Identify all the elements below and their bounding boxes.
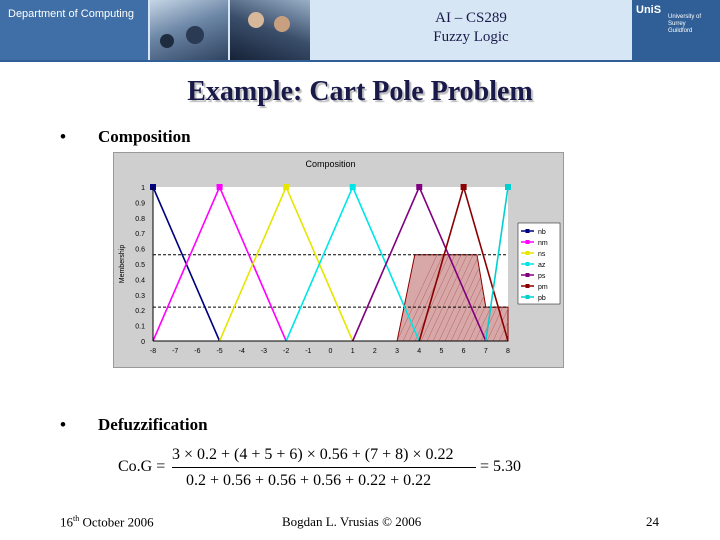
series-marker-az	[350, 184, 356, 190]
slide-title: Example: Cart Pole Problem	[187, 76, 533, 107]
x-tick-label: 0	[328, 348, 333, 355]
fraction-bar	[172, 467, 476, 468]
course-topic: Fuzzy Logic	[433, 29, 509, 45]
y-tick-label: 0.3	[135, 292, 145, 300]
formula-lhs: Co.G =	[118, 458, 166, 475]
footer-date-suffix: th	[73, 514, 80, 523]
y-tick-label: 0.2	[135, 308, 145, 316]
footer-author: Bogdan L. Vrusias © 2006	[282, 514, 422, 529]
formula-denominator: 0.2 + 0.56 + 0.56 + 0.56 + 0.22 + 0.22	[186, 472, 432, 489]
university-logo	[632, 0, 720, 60]
chart-svg	[114, 153, 563, 367]
y-tick-label: 0.5	[135, 262, 145, 269]
x-tick-label: -5	[216, 348, 223, 355]
bullet-label: Defuzzification	[98, 415, 208, 434]
legend-marker-nm	[526, 240, 530, 244]
header-photo-computer-lab	[150, 0, 228, 60]
unis-logo-subtext	[668, 14, 720, 35]
footer-date	[60, 514, 154, 530]
legend-label-pm: pm	[538, 284, 548, 291]
y-tick-label: 0.8	[135, 215, 145, 223]
bullet-dot: •	[60, 415, 66, 434]
x-tick-label: 7	[483, 348, 488, 355]
unis-logo-text: UniS	[636, 4, 662, 16]
legend-marker-pm	[526, 284, 530, 288]
x-tick-label: 1	[350, 348, 355, 355]
series-marker-pm	[461, 184, 467, 190]
series-marker-ns	[283, 184, 289, 190]
series-marker-nm	[217, 184, 223, 190]
department-name: Department of Computing	[8, 8, 134, 20]
x-tick-label: 3	[395, 348, 400, 355]
x-tick-label: 2	[372, 348, 377, 355]
footer-date-rest: October 2006	[79, 514, 154, 530]
y-tick-label: 0.9	[135, 200, 145, 208]
header-divider	[0, 60, 720, 62]
course-code: AI – CS289	[435, 10, 507, 26]
legend-label-nb: nb	[538, 229, 546, 236]
x-tick-label: 5	[439, 348, 444, 355]
legend-marker-ps	[526, 273, 530, 277]
header-photo-students	[230, 0, 310, 60]
y-tick-label: 0.7	[135, 231, 145, 239]
x-tick-label: -6	[194, 348, 201, 355]
y-tick-label: 0.1	[135, 323, 145, 331]
course-title-block	[312, 0, 630, 60]
x-tick-label: -7	[172, 348, 179, 355]
header	[0, 0, 720, 60]
unis-sub-line2: Guildford	[668, 28, 693, 34]
legend-marker-ns	[526, 251, 530, 255]
bullet-dot: •	[60, 127, 66, 146]
x-tick-label: -3	[260, 348, 268, 355]
y-tick-label: 0.4	[135, 277, 145, 285]
x-tick-label: 4	[417, 348, 422, 355]
department-bar	[0, 0, 148, 60]
legend-label-nm: nm	[538, 240, 548, 247]
footer-date-day: 16	[60, 514, 73, 530]
y-tick-label: 0	[141, 339, 145, 346]
y-axis-label: Membership	[119, 244, 126, 284]
series-marker-ps	[416, 184, 422, 190]
legend-label-ns: ns	[538, 251, 546, 258]
composition-chart	[113, 152, 564, 368]
formula-result: = 5.30	[480, 458, 522, 475]
legend-label-az: az	[538, 262, 546, 269]
legend-label-ps: ps	[538, 273, 546, 280]
legend-marker-az	[526, 262, 530, 266]
x-tick-label: -1	[305, 348, 312, 355]
bullet-label: Composition	[98, 127, 191, 146]
y-tick-label: 1	[141, 185, 145, 192]
legend-marker-nb	[526, 229, 530, 233]
x-tick-label: -4	[238, 348, 245, 355]
x-tick-label: -2	[283, 348, 290, 355]
legend-marker-pb	[526, 295, 530, 299]
page-number: 24	[646, 514, 659, 529]
y-tick-label: 0.6	[135, 246, 145, 254]
series-marker-pb	[505, 184, 511, 190]
legend-label-pb: pb	[538, 295, 546, 302]
unis-sub-line1: University of Surrey	[668, 14, 702, 27]
chart-title: Composition	[305, 159, 356, 169]
x-tick-label: 8	[506, 348, 510, 355]
formula-numerator: 3 × 0.2 + (4 + 5 + 6) × 0.56 + (7 + 8) × 0.22	[172, 446, 454, 463]
x-tick-label: 6	[461, 348, 466, 355]
x-tick-label: -8	[149, 348, 157, 355]
